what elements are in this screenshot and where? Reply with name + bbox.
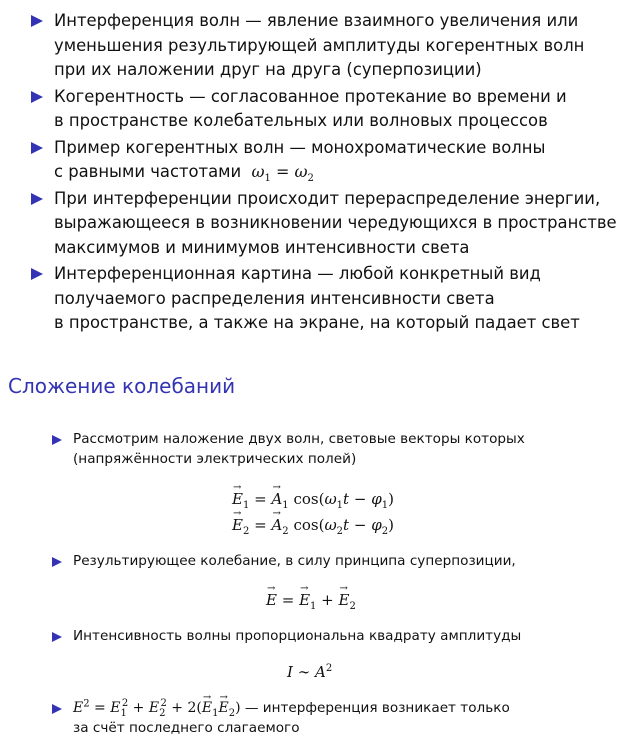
bullet-line: Результирующее колебание, в силу принципа суперпозиции, — [73, 553, 516, 569]
formula-intensity: I ∼ $A^2$ — [287, 663, 333, 681]
bullet-superposition — [52, 552, 612, 572]
formula-e1: → $E_1$ = → $A_1$ $\cos(\omega_1t - \varphi_1)$ — [232, 488, 394, 510]
formula-sum: → E = → $E_1$ + → $E_2$ — [266, 589, 356, 611]
bullet-triangle-icon — [52, 435, 62, 445]
bullet-line: Интерференционная картина — любой конкретный вид — [54, 264, 541, 283]
bullet-line: при их наложении друг на друга (суперпозиции) — [54, 60, 482, 79]
section-bullet-2 — [52, 552, 612, 572]
bullet-energy-redistribution — [31, 187, 631, 261]
section-bullet-1 — [52, 430, 612, 469]
bullet-line: в пространстве, а также на экране, на который падает свет — [54, 313, 580, 332]
bullet-triangle-icon — [31, 268, 43, 280]
section-bullet-4 — [52, 699, 612, 738]
bullet-line: Рассмотрим наложение двух волн, световые векторы которых — [73, 431, 525, 447]
formula-e-squared: $E^2 = E_1^2 + E_2^2 + 2(\to E_1\to E_2)$ — [73, 700, 241, 716]
bullet-line: Когерентность — согласованное протекание во времени и — [54, 86, 567, 106]
bullet-interference — [31, 9, 631, 83]
bullet-coherent-example — [31, 136, 631, 185]
bullet-line: Интенсивность волны пропорциональна квадрату амплитуды — [73, 628, 522, 644]
bullet-two-waves — [52, 430, 612, 469]
bullet-line: за счёт последнего слагаемого — [73, 719, 300, 736]
bullet-interference-term — [52, 699, 612, 738]
section-title: Сложение колебаний — [8, 374, 236, 398]
bullet-triangle-icon — [31, 91, 43, 103]
bullet-line: максимумов и минимумов интенсивности света — [54, 237, 470, 257]
bullet-triangle-icon — [31, 15, 43, 27]
bullet-interference-pattern — [31, 262, 631, 336]
bullet-line: Интерференция волн — явление взаимного увеличения или — [54, 11, 579, 30]
omega-equality-formula: $\omega_1 = \omega_2$ — [251, 162, 314, 185]
bullet-line: — интерференция возникает только — [244, 700, 510, 716]
intro-bullet-list — [31, 9, 631, 338]
bullet-line: выражающееся в возникновении чередующихся в пространстве — [54, 213, 617, 232]
section-bullet-3 — [52, 627, 612, 647]
bullet-coherence — [31, 85, 631, 134]
bullet-triangle-icon — [52, 704, 62, 714]
bullet-line: (напряжённости электрических полей) — [73, 450, 357, 467]
bullet-line: в пространстве колебательных или волновых процессов — [54, 111, 548, 130]
bullet-line: с равными частотами — [54, 162, 242, 181]
bullet-triangle-icon — [31, 193, 43, 205]
formula-e2: → $E_2$ = → $A_2$ $\cos(\omega_2t - \varphi_2)$ — [232, 514, 394, 536]
bullet-triangle-icon — [31, 142, 43, 154]
bullet-triangle-icon — [52, 557, 62, 567]
bullet-line: получаемого распределения интенсивности света — [54, 288, 495, 308]
bullet-triangle-icon — [52, 632, 62, 642]
bullet-line: уменьшения результирующей амплитуды когерентных волн — [54, 35, 585, 55]
bullet-line: При интерференции происходит перераспределение энергии, — [54, 188, 601, 208]
bullet-line: Пример когерентных волн — монохроматические волны — [54, 137, 546, 157]
bullet-intensity — [52, 627, 612, 647]
